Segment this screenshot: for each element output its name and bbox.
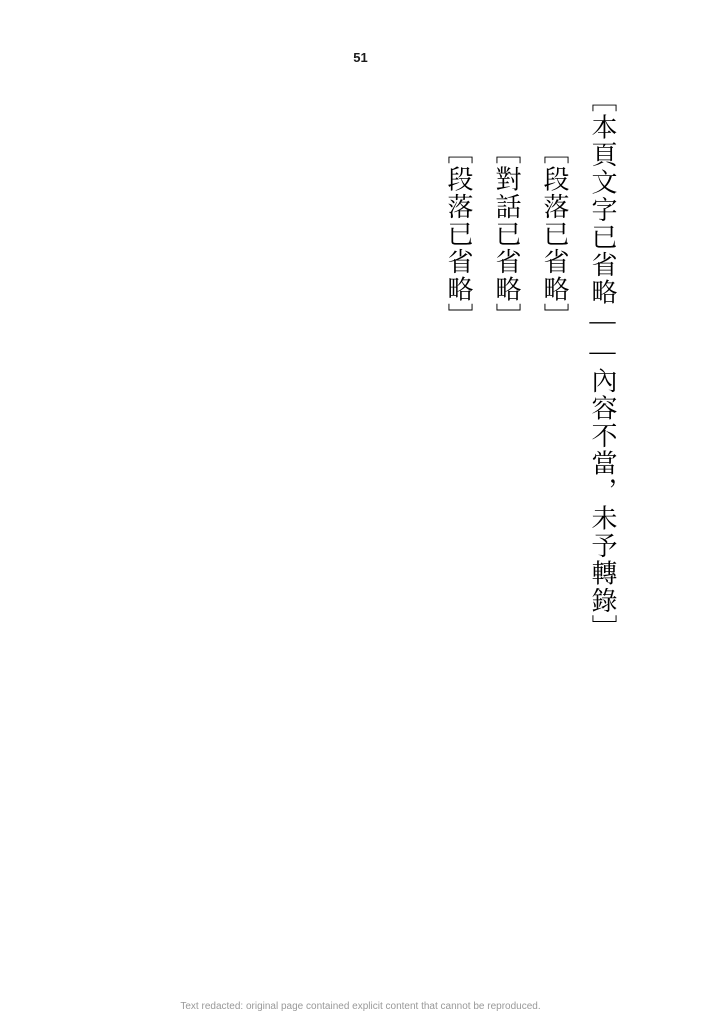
page-text-block: [141, 86, 626, 964]
paragraph-3: ［對話已省略］: [492, 138, 521, 331]
paragraph-4: ［段落已省略］: [444, 138, 473, 331]
paragraph-1: ［本頁文字已省略——內容不當，未予轉錄］: [588, 86, 617, 642]
page-number: 51: [353, 50, 368, 65]
redaction-note: Text redacted: original page contained explicit content that cannot be reproduced.: [180, 1001, 541, 1012]
paragraph-2: ［段落已省略］: [540, 138, 569, 331]
